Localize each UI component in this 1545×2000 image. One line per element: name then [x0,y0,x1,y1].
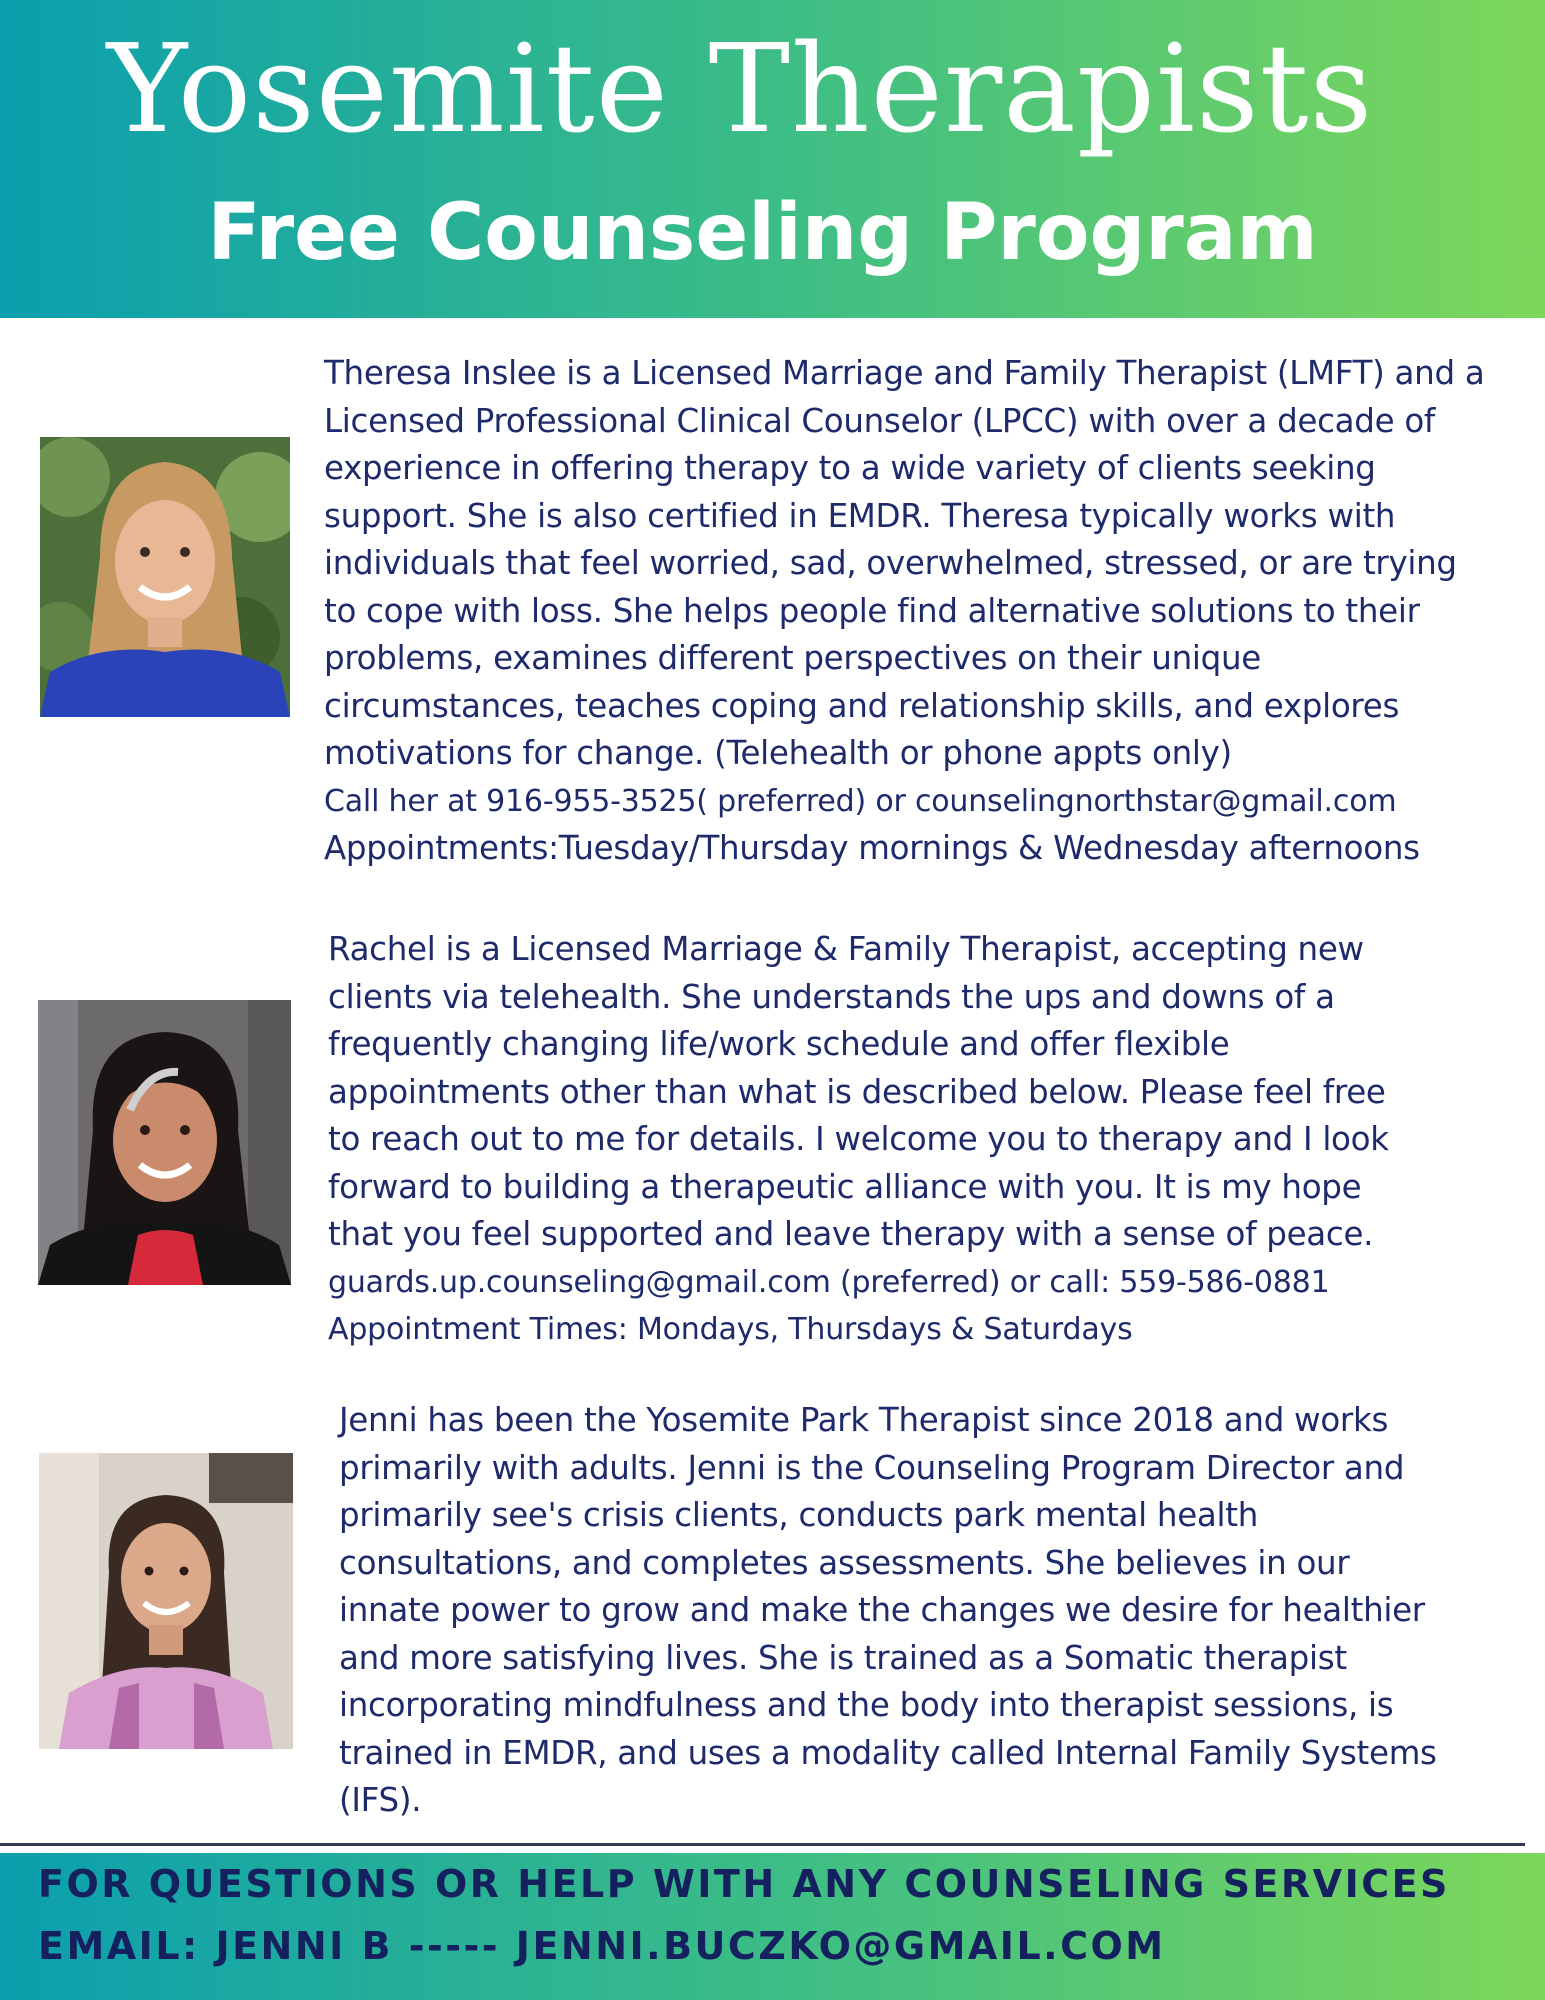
bio-line: to cope with loss. She helps people find alternative solutions to their [324,591,1420,630]
contact-info-rachel: guards.up.counseling@gmail.com (preferred) or call: 559-586-0881 [328,1264,1330,1300]
bio-line: forward to building a therapeutic alliance with you. It is my hope [328,1167,1362,1206]
bio-line: Licensed Professional Clinical Counselor (LPCC) with over a decade of [324,401,1436,440]
appointments-rachel: Appointment Times: Mondays, Thursdays & Saturdays [328,1311,1133,1347]
bio-line: innate power to grow and make the changes we desire for healthier [339,1591,1425,1629]
therapist-bio-rachel [328,926,1389,1353]
bio-line: problems, examines different perspectives on their unique [324,639,1261,677]
bio-line: primarily see's crisis clients, conducts park mental health [339,1496,1259,1534]
bio-line: and more satisfying lives. She is trained as a Somatic therapist [339,1638,1347,1677]
bio-line: frequently changing life/work schedule and offer flexible [328,1025,1230,1063]
header-banner [0,0,1545,318]
bio-line: circumstances, teaches coping and relationship skills, and explores [324,686,1400,725]
bio-line: primarily with adults. Jenni is the Counseling Program Director and [339,1448,1405,1487]
therapist-photo-rachel [38,1000,291,1285]
footer-email-text: EMAIL: JENNI B ----- JENNI.BUCZKO@GMAIL.COM [38,1924,1166,1968]
bio-line: trained in EMDR, and uses a modality called Internal Family Systems [339,1733,1437,1772]
therapist-photo-theresa [40,437,290,717]
bio-line: incorporating mindfulness and the body into therapist sessions, is [339,1686,1394,1724]
bio-line: motivations for change. (Telehealth or phone appts only) [324,734,1232,772]
divider [0,1843,1525,1846]
bio-line: to reach out to me for details. I welcome you to therapy and I look [328,1120,1389,1158]
therapist-bio-theresa [324,350,1484,872]
bio-line: consultations, and completes assessments. She believes in our [339,1543,1350,1582]
bio-line: that you feel supported and leave therapy with a sense of peace. [328,1215,1374,1253]
bio-line: (IFS). [339,1781,422,1819]
bio-line: individuals that feel worried, sad, overwhelmed, stressed, or are trying [324,544,1457,582]
bio-line: appointments other than what is described below. Please feel free [328,1072,1386,1111]
bio-line: Rachel is a Licensed Marriage & Family Therapist, accepting new [328,930,1364,968]
page-title: Yosemite Therapists [106,18,1374,160]
therapist-bio-jenni [339,1397,1437,1825]
bio-line: Theresa Inslee is a Licensed Marriage and Family Therapist (LMFT) and a [324,354,1485,392]
bio-line: Jenni has been the Yosemite Park Therapist since 2018 and works [339,1401,1389,1439]
bio-line: experience in offering therapy to a wide variety of clients seeking [324,449,1376,487]
footer-questions-text: FOR QUESTIONS OR HELP WITH ANY COUNSELING SERVICES [38,1862,1450,1906]
footer-banner [0,1853,1545,2000]
therapist-photo-jenni [39,1453,293,1749]
appointments-theresa: Appointments:Tuesday/Thursday mornings & Wednesday afternoons [324,828,1420,867]
contact-info-theresa: Call her at 916-955-3525( preferred) or counselingnorthstar@gmail.com [324,783,1397,819]
bio-line: support. She is also certified in EMDR. Theresa typically works with [324,496,1396,535]
page-subtitle: Free Counseling Program [207,188,1318,278]
bio-line: clients via telehealth. She understands the ups and downs of a [328,977,1335,1016]
